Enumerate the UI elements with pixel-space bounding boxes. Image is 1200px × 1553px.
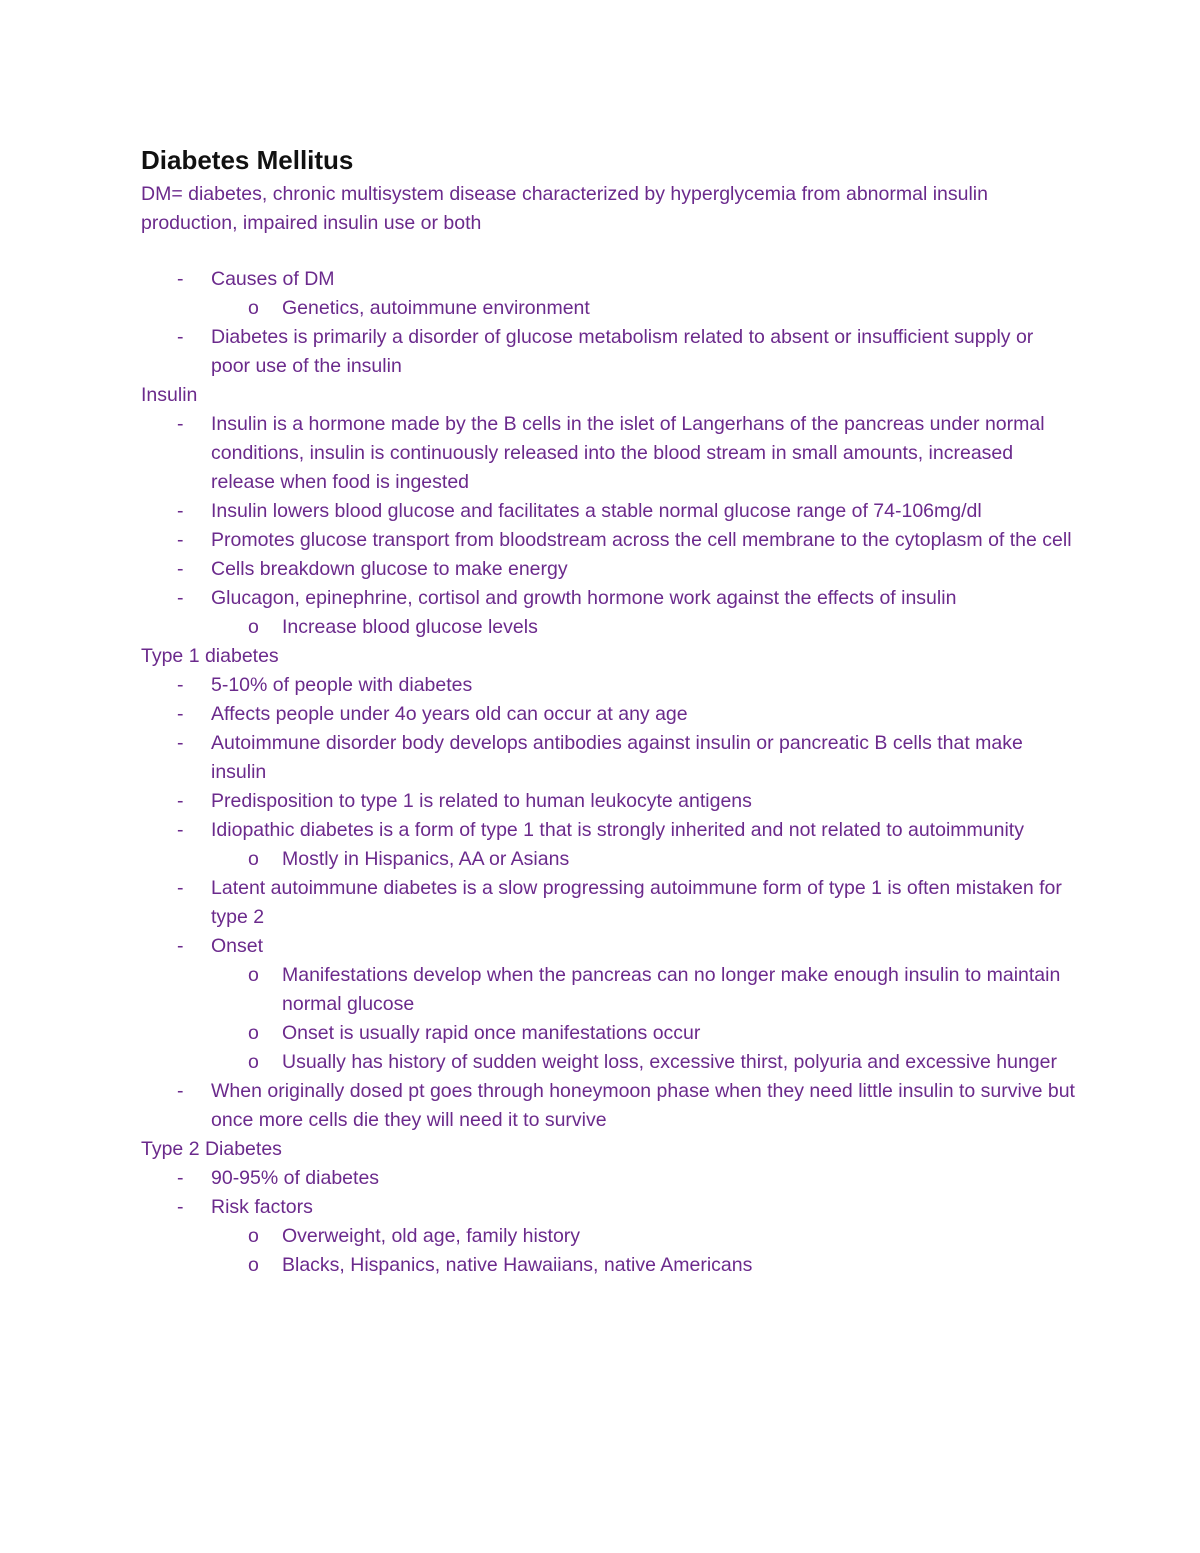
bullet-text: Overweight, old age, family history <box>282 1225 581 1247</box>
bullet-item <box>141 323 1076 381</box>
sub-bullet-item <box>141 294 1076 323</box>
bullet-text: Causes of DM <box>211 268 335 290</box>
bullet-text: Manifestations develop when the pancreas can no longer make enough insulin to maintain normal glucose <box>282 964 1061 1015</box>
bullet-item <box>141 526 1076 555</box>
bullet-text: Idiopathic diabetes is a form of type 1 that is strongly inherited and not related to autoimmunity <box>211 819 1024 841</box>
bullet-text: Promotes glucose transport from bloodstream across the cell membrane to the cytoplasm of the cell <box>211 529 1072 551</box>
dash-bullet-marker: - <box>177 529 184 551</box>
circle-bullet-marker: o <box>248 848 259 870</box>
circle-bullet-marker: o <box>248 1022 259 1044</box>
section <box>141 265 1076 381</box>
section <box>141 381 1076 642</box>
bullet-list <box>141 265 1076 381</box>
sub-bullet-item <box>141 1019 1076 1048</box>
bullet-text: Onset <box>211 935 264 957</box>
bullet-text: Mostly in Hispanics, AA or Asians <box>282 848 570 870</box>
dash-bullet-marker: - <box>177 1196 184 1218</box>
sub-bullet-item <box>141 1222 1076 1251</box>
bullet-item <box>141 497 1076 526</box>
dash-bullet-marker: - <box>177 877 184 899</box>
bullet-list <box>141 410 1076 642</box>
bullet-text: Affects people under 4o years old can occur at any age <box>211 703 688 725</box>
bullet-item <box>141 1077 1076 1135</box>
section-heading: Type 2 Diabetes <box>141 1138 282 1160</box>
bullet-item <box>141 584 1076 613</box>
document-title: Diabetes Mellitus <box>141 145 354 175</box>
dash-bullet-marker: - <box>177 558 184 580</box>
bullet-text: Diabetes is primarily a disorder of glucose metabolism related to absent or insufficient supply or poor use of the insulin <box>211 326 1034 377</box>
dash-bullet-marker: - <box>177 703 184 725</box>
circle-bullet-marker: o <box>248 1225 259 1247</box>
circle-bullet-marker: o <box>248 1051 259 1073</box>
sub-bullet-item <box>141 845 1076 874</box>
circle-bullet-marker: o <box>248 964 259 986</box>
dash-bullet-marker: - <box>177 732 184 754</box>
bullet-text: Latent autoimmune diabetes is a slow progressing autoimmune form of type 1 is often mistaken for type 2 <box>211 877 1062 928</box>
bullet-item <box>141 1193 1076 1222</box>
bullet-text: Risk factors <box>211 1196 313 1218</box>
dash-bullet-marker: - <box>177 500 184 522</box>
sub-bullet-item <box>141 1251 1076 1280</box>
dash-bullet-marker: - <box>177 268 184 290</box>
bullet-item <box>141 874 1076 932</box>
bullet-text: Blacks, Hispanics, native Hawaiians, native Americans <box>282 1254 753 1276</box>
bullet-item <box>141 410 1076 497</box>
dash-bullet-marker: - <box>177 1080 184 1102</box>
bullet-item <box>141 700 1076 729</box>
bullet-text: Cells breakdown glucose to make energy <box>211 558 568 580</box>
circle-bullet-marker: o <box>248 297 259 319</box>
bullet-item <box>141 1164 1076 1193</box>
document-body <box>141 265 1076 1280</box>
bullet-text: Usually has history of sudden weight loss, excessive thirst, polyuria and excessive hunger <box>282 1051 1057 1073</box>
dash-bullet-marker: - <box>177 326 184 348</box>
bullet-text: Insulin lowers blood glucose and facilitates a stable normal glucose range of 74-106mg/dl <box>211 500 982 522</box>
bullet-text: Increase blood glucose levels <box>282 616 538 638</box>
dash-bullet-marker: - <box>177 1167 184 1189</box>
bullet-text: Onset is usually rapid once manifestations occur <box>282 1022 701 1044</box>
bullet-text: When originally dosed pt goes through honeymoon phase when they need little insulin to survive but once more cells die they will need it to survive <box>211 1080 1075 1131</box>
circle-bullet-marker: o <box>248 1254 259 1276</box>
section <box>141 1135 1076 1280</box>
section-heading: Type 1 diabetes <box>141 645 279 667</box>
sub-bullet-item <box>141 613 1076 642</box>
dash-bullet-marker: - <box>177 790 184 812</box>
dash-bullet-marker: - <box>177 819 184 841</box>
section <box>141 642 1076 1135</box>
bullet-item <box>141 555 1076 584</box>
bullet-item <box>141 932 1076 961</box>
intro-paragraph: DM= diabetes, chronic multisystem disease characterized by hyperglycemia from abnormal insulin production, impaired insulin use or both <box>141 183 988 234</box>
dash-bullet-marker: - <box>177 674 184 696</box>
bullet-list <box>141 671 1076 1135</box>
sub-bullet-item <box>141 961 1076 1019</box>
bullet-text: Genetics, autoimmune environment <box>282 297 590 319</box>
section-heading: Insulin <box>141 384 198 406</box>
dash-bullet-marker: - <box>177 935 184 957</box>
bullet-item <box>141 729 1076 787</box>
circle-bullet-marker: o <box>248 616 259 638</box>
bullet-text: Glucagon, epinephrine, cortisol and growth hormone work against the effects of insulin <box>211 587 957 609</box>
bullet-text: Autoimmune disorder body develops antibodies against insulin or pancreatic B cells that make insulin <box>211 732 1023 783</box>
sub-bullet-item <box>141 1048 1076 1077</box>
bullet-item <box>141 671 1076 700</box>
bullet-item <box>141 787 1076 816</box>
bullet-text: 90-95% of diabetes <box>211 1167 380 1189</box>
dash-bullet-marker: - <box>177 587 184 609</box>
bullet-list <box>141 1164 1076 1280</box>
bullet-item <box>141 265 1076 294</box>
dash-bullet-marker: - <box>177 413 184 435</box>
bullet-text: 5-10% of people with diabetes <box>211 674 473 696</box>
bullet-item <box>141 816 1076 845</box>
bullet-text: Predisposition to type 1 is related to human leukocyte antigens <box>211 790 752 812</box>
bullet-text: Insulin is a hormone made by the B cells in the islet of Langerhans of the pancreas under normal conditions, insulin is continuously released into the blood stream in small amounts, increased release when food is ingested <box>211 413 1045 493</box>
document-page <box>141 142 1076 1280</box>
